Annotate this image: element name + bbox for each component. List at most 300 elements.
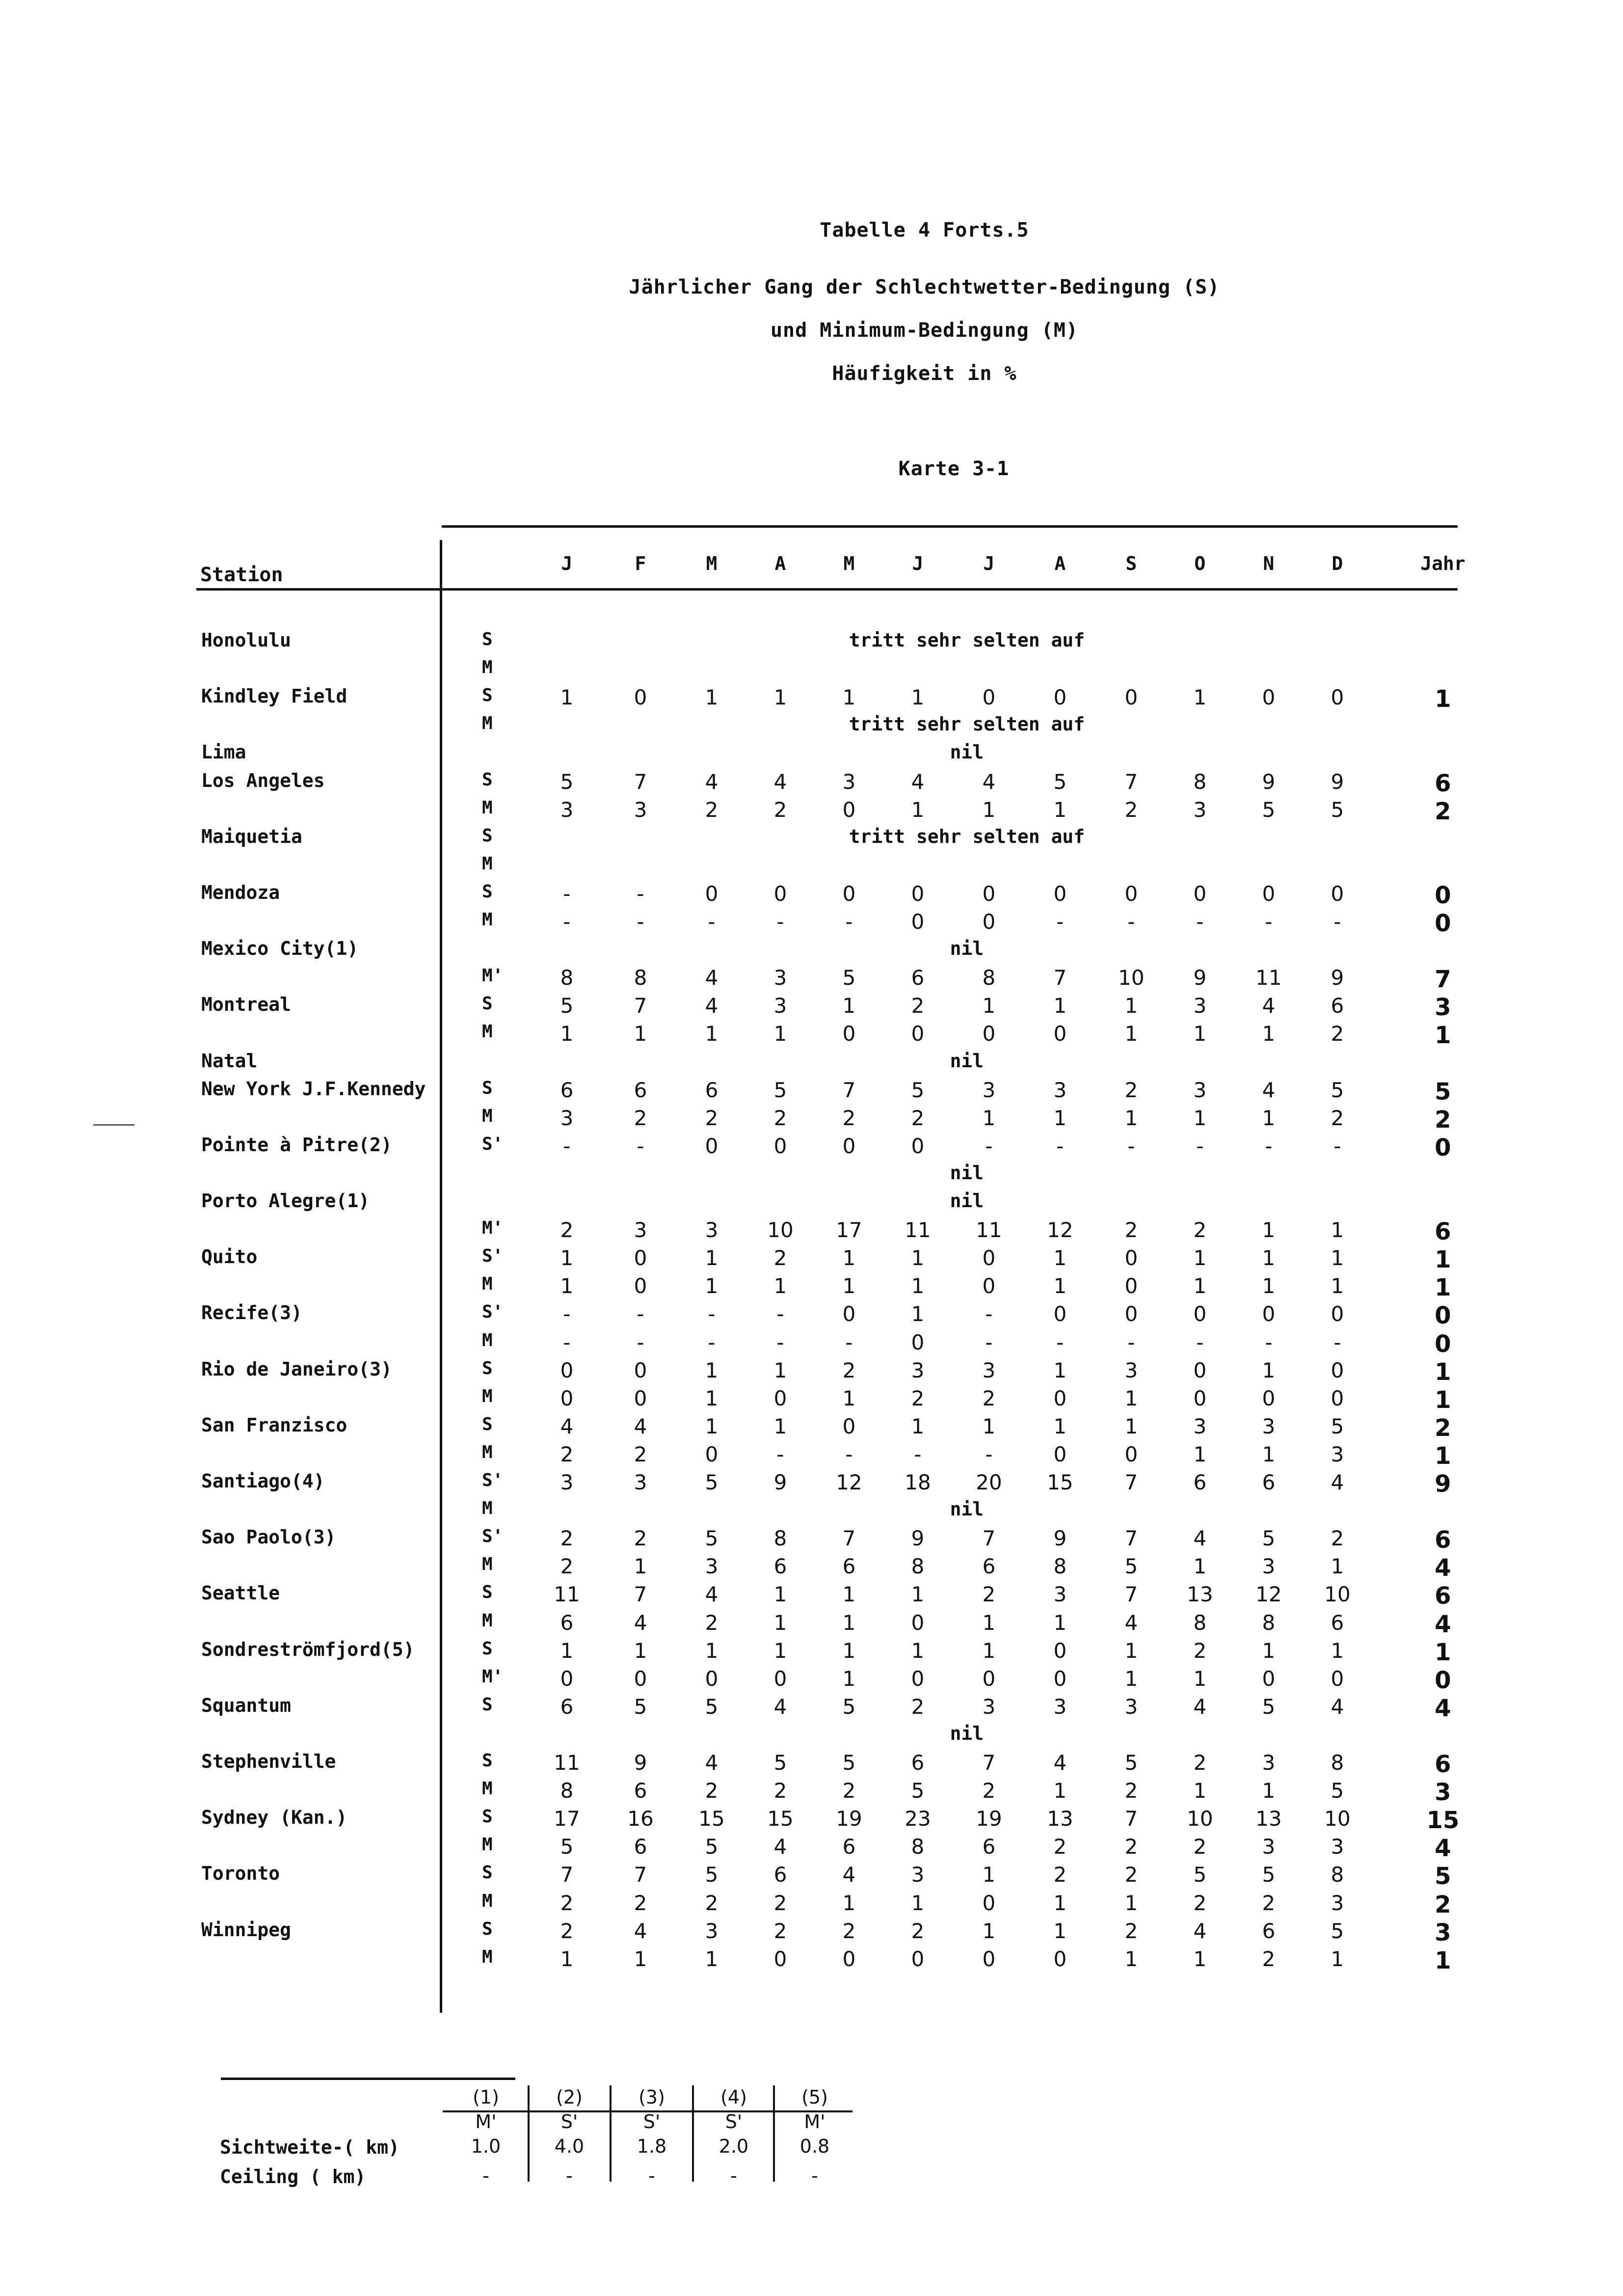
month-value: - — [637, 1330, 644, 1354]
month-value: 5 — [705, 1863, 718, 1887]
month-value: 0 — [1053, 1302, 1067, 1326]
month-value: 4 — [634, 1611, 647, 1635]
month-value: 2 — [634, 1442, 647, 1466]
month-value: 2 — [842, 1779, 856, 1803]
annual-value: 4 — [1435, 1695, 1451, 1722]
month-value: 1 — [982, 1919, 996, 1943]
month-value: - — [563, 1330, 571, 1354]
table-row — [0, 1554, 1623, 1582]
title-line-1: Jährlicher Gang der Schlechtwetter-Bedingung (S) — [629, 276, 1220, 298]
table-row — [0, 1414, 1623, 1442]
month-value: 2 — [1262, 1891, 1276, 1915]
month-value: 1 — [1053, 1358, 1067, 1382]
month-value: 8 — [560, 1779, 574, 1803]
month-value: 1 — [773, 1414, 787, 1438]
month-value: 0 — [911, 1667, 925, 1691]
month-value: 4 — [560, 1414, 574, 1438]
month-value: 0 — [911, 882, 925, 906]
month-value: 4 — [773, 770, 787, 794]
month-value: 1 — [705, 1947, 718, 1971]
legend-divider-4 — [773, 2085, 775, 2182]
month-value: 17 — [554, 1807, 580, 1831]
month-value: 1 — [705, 1246, 718, 1270]
month-value: 2 — [842, 1106, 856, 1130]
annual-value: 0 — [1435, 1302, 1451, 1329]
table-row — [0, 1106, 1623, 1134]
month-value: 8 — [1330, 1863, 1344, 1887]
condition-code: M — [482, 713, 493, 733]
month-value: 1 — [911, 1639, 925, 1663]
month-value: 0 — [773, 1947, 787, 1971]
month-value: 3 — [911, 1863, 925, 1887]
table-row — [0, 1695, 1623, 1722]
annual-value: 0 — [1435, 882, 1451, 909]
month-value: 1 — [982, 798, 996, 822]
month-value: 0 — [1124, 1442, 1138, 1466]
legend-ceiling-value: - — [730, 2165, 737, 2187]
annual-value: 1 — [1435, 1442, 1451, 1470]
month-value: 2 — [773, 798, 787, 822]
month-value: 5 — [1262, 798, 1276, 822]
month-value: - — [1196, 1134, 1204, 1158]
month-value: 6 — [773, 1863, 787, 1887]
month-value: 1 — [842, 1582, 856, 1606]
month-value: 2 — [560, 1218, 574, 1242]
month-value: 3 — [1330, 1835, 1344, 1859]
month-value: 5 — [842, 1695, 856, 1719]
month-value: 2 — [1330, 1022, 1344, 1046]
month-value: 1 — [773, 1582, 787, 1606]
month-value: 4 — [1262, 994, 1276, 1018]
month-value: - — [776, 910, 784, 934]
month-value: 5 — [1262, 1526, 1276, 1550]
annual-value: 3 — [1435, 994, 1451, 1021]
row-note: tritt sehr selten auf — [849, 826, 1085, 847]
condition-code: M — [482, 1442, 493, 1462]
month-value: 2 — [1124, 798, 1138, 822]
station-name: Pointe à Pitre(2) — [201, 1134, 392, 1156]
table-row — [0, 1526, 1623, 1554]
month-value: 2 — [911, 994, 925, 1018]
month-value: 0 — [560, 1386, 574, 1410]
month-value: 0 — [634, 1667, 647, 1691]
month-value: 1 — [1193, 1022, 1207, 1046]
table-row — [0, 798, 1623, 825]
month-value: 0 — [842, 798, 856, 822]
month-value: 2 — [705, 1611, 718, 1635]
month-value: 1 — [773, 685, 787, 709]
station-name: Seattle — [201, 1582, 280, 1604]
month-value: 5 — [705, 1695, 718, 1719]
month-value: 1 — [1262, 1022, 1276, 1046]
month-value: 11 — [554, 1582, 580, 1606]
annual-value: 2 — [1435, 1106, 1451, 1134]
table-row — [0, 1302, 1623, 1329]
month-value: 1 — [1262, 1639, 1276, 1663]
row-note: nil — [950, 938, 984, 959]
month-value: 17 — [836, 1218, 862, 1242]
row-note: nil — [950, 1190, 984, 1212]
month-value: - — [776, 1442, 784, 1466]
month-value: 0 — [634, 1274, 647, 1298]
month-value: 6 — [634, 1078, 647, 1102]
table-row — [0, 1891, 1623, 1918]
month-value: 0 — [634, 685, 647, 709]
month-value: 5 — [842, 966, 856, 990]
month-value: 2 — [705, 1106, 718, 1130]
month-value: 1 — [560, 1022, 574, 1046]
legend-ceiling-label: Ceiling ( km) — [220, 2166, 366, 2188]
table-row — [0, 1386, 1623, 1414]
condition-code: M' — [482, 1667, 504, 1687]
month-value: 4 — [705, 1582, 718, 1606]
month-value: 1 — [1330, 1218, 1344, 1242]
month-value: 1 — [705, 1022, 718, 1046]
table-row — [0, 1667, 1623, 1694]
legend-ceiling-value: - — [482, 2165, 489, 2187]
month-value: 0 — [634, 1386, 647, 1410]
column-header: N — [1263, 553, 1275, 574]
month-value: 2 — [560, 1442, 574, 1466]
month-value: 2 — [842, 1919, 856, 1943]
month-value: 1 — [911, 1891, 925, 1915]
month-value: 2 — [705, 798, 718, 822]
annual-value: 1 — [1435, 1246, 1451, 1273]
month-value: - — [776, 1302, 784, 1326]
month-value: 4 — [1124, 1611, 1138, 1635]
month-value: 0 — [1262, 1386, 1276, 1410]
month-value: 5 — [1330, 1779, 1344, 1803]
month-value: 8 — [1262, 1611, 1276, 1635]
month-value: 9 — [911, 1526, 925, 1550]
month-value: 1 — [560, 685, 574, 709]
month-value: 1 — [911, 685, 925, 709]
month-value: 0 — [1262, 1302, 1276, 1326]
month-value: - — [1333, 910, 1341, 934]
month-value: 2 — [1330, 1106, 1344, 1130]
table-row — [0, 713, 1623, 741]
month-value: 1 — [842, 685, 856, 709]
month-value: 3 — [982, 1358, 996, 1382]
station-name: Rio de Janeiro(3) — [201, 1358, 392, 1380]
month-value: 4 — [1330, 1470, 1344, 1494]
station-name: Sondreströmfjord(5) — [201, 1639, 415, 1660]
month-value: 7 — [1124, 1807, 1138, 1831]
month-value: 2 — [560, 1891, 574, 1915]
table-number: Tabelle 4 Forts.5 — [820, 219, 1029, 242]
legend-ceiling-value: - — [648, 2165, 655, 2187]
month-value: 0 — [1330, 1302, 1344, 1326]
month-value: 4 — [842, 1863, 856, 1887]
month-value: 1 — [773, 1022, 787, 1046]
annual-value: 1 — [1435, 1639, 1451, 1666]
legend-ceiling-value: - — [566, 2165, 573, 2187]
column-header: Jahr — [1420, 553, 1465, 574]
month-value: 4 — [1330, 1695, 1344, 1719]
title-line-2: und Minimum-Bedingung (M) — [770, 319, 1079, 342]
title-line-3: Häufigkeit in % — [832, 362, 1017, 385]
month-value: 3 — [634, 1470, 647, 1494]
month-value: 1 — [911, 1582, 925, 1606]
column-header: S — [1125, 553, 1137, 574]
month-value: 3 — [982, 1078, 996, 1102]
annual-value: 6 — [1435, 1582, 1451, 1610]
annual-value: 4 — [1435, 1611, 1451, 1638]
month-value: 0 — [842, 1302, 856, 1326]
month-value: 0 — [1330, 1386, 1344, 1410]
month-value: 1 — [911, 1274, 925, 1298]
month-value: 1 — [982, 1106, 996, 1130]
month-value: 2 — [634, 1891, 647, 1915]
month-value: 4 — [1193, 1919, 1207, 1943]
station-name: Sao Paolo(3) — [201, 1526, 336, 1548]
station-name: Quito — [201, 1246, 258, 1268]
table-row — [0, 910, 1623, 937]
month-value: 2 — [842, 1358, 856, 1382]
annual-value: 2 — [1435, 1414, 1451, 1442]
condition-code: S' — [482, 1470, 504, 1490]
month-value: 1 — [1053, 1779, 1067, 1803]
annual-value: 2 — [1435, 1891, 1451, 1918]
month-value: 0 — [773, 1134, 787, 1158]
month-value: 0 — [842, 1947, 856, 1971]
month-value: 3 — [1053, 1078, 1067, 1102]
month-value: 16 — [627, 1807, 654, 1831]
month-value: 2 — [560, 1919, 574, 1943]
condition-code: M — [482, 854, 493, 874]
table-row — [0, 1274, 1623, 1301]
column-header: A — [1054, 553, 1066, 574]
month-value: 3 — [982, 1695, 996, 1719]
month-value: 2 — [1262, 1947, 1276, 1971]
month-value: 2 — [911, 1919, 925, 1943]
month-value: 3 — [1330, 1442, 1344, 1466]
annual-value: 5 — [1435, 1863, 1451, 1890]
month-value: 1 — [1124, 1386, 1138, 1410]
month-value: 7 — [842, 1078, 856, 1102]
month-value: 1 — [911, 1302, 925, 1326]
month-value: - — [1127, 910, 1135, 934]
month-value: 1 — [1124, 1891, 1138, 1915]
month-value: 5 — [634, 1695, 647, 1719]
month-value: 1 — [842, 1274, 856, 1298]
month-value: 1 — [1124, 1947, 1138, 1971]
month-value: 0 — [1330, 1358, 1344, 1382]
table-row — [0, 1022, 1623, 1049]
table-row — [0, 1751, 1623, 1778]
table-row — [0, 1442, 1623, 1470]
month-value: 2 — [773, 1919, 787, 1943]
month-value: 13 — [1255, 1807, 1282, 1831]
month-value: 1 — [1053, 798, 1067, 822]
month-value: 0 — [705, 882, 718, 906]
station-name: Recife(3) — [201, 1302, 302, 1324]
condition-code: M — [482, 1835, 493, 1855]
month-value: 1 — [1193, 1274, 1207, 1298]
month-value: 7 — [982, 1751, 996, 1775]
legend-visibility-label: Sichtweite-( km) — [220, 2136, 400, 2158]
month-value: 6 — [1262, 1470, 1276, 1494]
month-value: 0 — [911, 1134, 925, 1158]
month-value: 1 — [1262, 1779, 1276, 1803]
month-value: 4 — [773, 1835, 787, 1859]
month-value: 12 — [836, 1470, 862, 1494]
annual-value: 1 — [1435, 1358, 1451, 1386]
month-value: 0 — [982, 1891, 996, 1915]
month-value: 6 — [1262, 1919, 1276, 1943]
month-value: 3 — [911, 1358, 925, 1382]
month-value: 5 — [1124, 1751, 1138, 1775]
month-value: 1 — [1262, 1358, 1276, 1382]
station-name: San Franzisco — [201, 1414, 347, 1436]
table-row — [0, 882, 1623, 909]
month-value: 0 — [1124, 1302, 1138, 1326]
month-value: 6 — [911, 1751, 925, 1775]
month-value: 7 — [982, 1526, 996, 1550]
month-value: 3 — [1330, 1891, 1344, 1915]
month-value: 4 — [634, 1919, 647, 1943]
table-row — [0, 657, 1623, 685]
month-value: 8 — [911, 1835, 925, 1859]
station-name: Santiago(4) — [201, 1470, 325, 1492]
month-value: 1 — [1193, 1554, 1207, 1578]
month-value: 3 — [1262, 1414, 1276, 1438]
month-value: 0 — [1053, 882, 1067, 906]
legend-column-type: S' — [643, 2111, 661, 2133]
month-value: 0 — [911, 1330, 925, 1354]
row-note: tritt sehr selten auf — [849, 713, 1085, 735]
condition-code: S — [482, 1863, 493, 1883]
month-value: 9 — [1330, 770, 1344, 794]
condition-code: S — [482, 1695, 493, 1715]
row-note: nil — [950, 1723, 984, 1744]
month-value: 2 — [1124, 1218, 1138, 1242]
month-value: 11 — [1255, 966, 1282, 990]
column-header: O — [1194, 553, 1206, 574]
table-row — [0, 938, 1623, 965]
table-row — [0, 1498, 1623, 1526]
table-row — [0, 1358, 1623, 1386]
month-value: 1 — [705, 1358, 718, 1382]
month-value: - — [1333, 1134, 1341, 1158]
month-value: 1 — [1262, 1246, 1276, 1270]
month-value: 0 — [911, 1611, 925, 1635]
month-value: 2 — [1330, 1526, 1344, 1550]
column-header: J — [983, 553, 995, 574]
month-value: 2 — [1053, 1863, 1067, 1887]
legend-column-header: (3) — [639, 2086, 665, 2108]
condition-code: S' — [482, 1134, 504, 1154]
month-value: 0 — [634, 1358, 647, 1382]
month-value: 2 — [911, 1386, 925, 1410]
month-value: 3 — [560, 1106, 574, 1130]
month-value: 1 — [773, 1639, 787, 1663]
month-value: 0 — [842, 1134, 856, 1158]
month-value: 8 — [560, 966, 574, 990]
month-value: 2 — [911, 1106, 925, 1130]
month-value: 13 — [1187, 1582, 1213, 1606]
month-value: 3 — [1193, 1414, 1207, 1438]
month-value: 1 — [1330, 1639, 1344, 1663]
month-value: 1 — [842, 1611, 856, 1635]
month-value: 1 — [1053, 1274, 1067, 1298]
table-row — [0, 1470, 1623, 1498]
month-value: 0 — [842, 882, 856, 906]
month-value: 4 — [1262, 1078, 1276, 1102]
month-value: 5 — [773, 1078, 787, 1102]
month-value: 1 — [1124, 1639, 1138, 1663]
month-value: 2 — [560, 1554, 574, 1578]
month-value: 3 — [560, 1470, 574, 1494]
month-value: 0 — [982, 1667, 996, 1691]
month-value: 0 — [1193, 1302, 1207, 1326]
condition-code: S — [482, 1414, 493, 1434]
month-value: 0 — [1124, 882, 1138, 906]
month-value: - — [637, 882, 644, 906]
station-name: Honolulu — [201, 629, 292, 651]
month-value: 1 — [705, 1274, 718, 1298]
month-value: 0 — [911, 1022, 925, 1046]
month-value: 2 — [773, 1779, 787, 1803]
month-value: 1 — [1124, 994, 1138, 1018]
month-value: 2 — [1124, 1078, 1138, 1102]
month-value: 2 — [1193, 1218, 1207, 1242]
legend-ceiling-value: - — [811, 2165, 818, 2187]
month-value: 1 — [634, 1639, 647, 1663]
month-value: 8 — [634, 966, 647, 990]
month-value: 0 — [1124, 685, 1138, 709]
condition-code: S — [482, 882, 493, 902]
month-value: 1 — [982, 1639, 996, 1663]
annual-value: 6 — [1435, 1526, 1451, 1554]
month-value: 6 — [560, 1695, 574, 1719]
condition-code: M — [482, 1330, 493, 1351]
month-value: - — [845, 1330, 853, 1354]
annual-value: 1 — [1435, 1022, 1451, 1049]
annual-value: 9 — [1435, 1470, 1451, 1498]
column-header: M — [843, 553, 855, 574]
month-value: 1 — [842, 994, 856, 1018]
month-value: 5 — [705, 1526, 718, 1550]
month-value: 3 — [1124, 1358, 1138, 1382]
table-row — [0, 770, 1623, 797]
month-value: 0 — [1330, 1667, 1344, 1691]
month-value: 3 — [1053, 1582, 1067, 1606]
month-value: 15 — [767, 1807, 794, 1831]
condition-code: M — [482, 1106, 493, 1126]
month-value: 3 — [1193, 994, 1207, 1018]
month-value: 6 — [842, 1554, 856, 1578]
row-note: nil — [950, 1498, 984, 1520]
annual-value: 4 — [1435, 1835, 1451, 1862]
legend-divider-3 — [692, 2085, 694, 2182]
month-value: 18 — [905, 1470, 931, 1494]
station-name: Toronto — [201, 1863, 280, 1884]
month-value: 4 — [705, 770, 718, 794]
annual-value: 1 — [1435, 1947, 1451, 1974]
month-value: 11 — [976, 1218, 1002, 1242]
column-header: A — [774, 553, 786, 574]
month-value: 8 — [773, 1526, 787, 1550]
table-row — [0, 826, 1623, 853]
month-value: 9 — [1053, 1526, 1067, 1550]
annual-value: 1 — [1435, 1386, 1451, 1414]
month-value: - — [845, 910, 853, 934]
column-header: M — [706, 553, 718, 574]
month-value: 1 — [982, 1414, 996, 1438]
month-value: 0 — [1262, 685, 1276, 709]
month-value: 1 — [911, 1414, 925, 1438]
